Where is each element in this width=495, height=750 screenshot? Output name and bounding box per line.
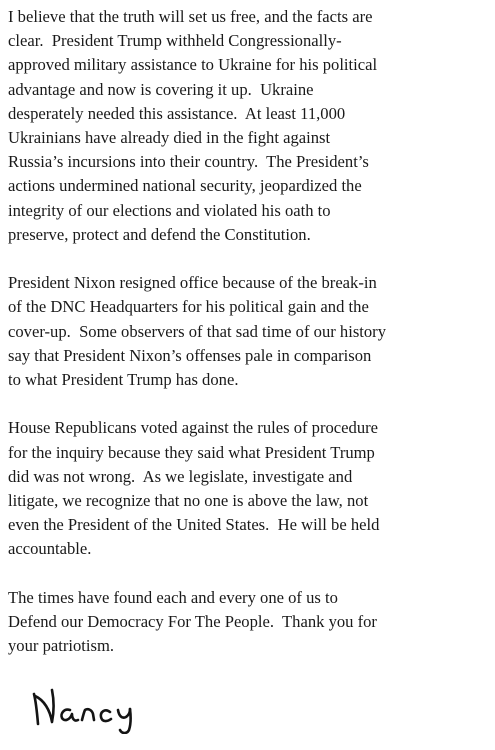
text-line: desperately needed this assistance. At least 11,000: [8, 103, 346, 123]
text-line: of the DNC Headquarters for his political gain and the: [8, 297, 369, 317]
paragraph-1: [8, 5, 495, 247]
text-line: actions undermined national security, jeopardized the: [8, 176, 362, 196]
paragraph-2: [8, 271, 495, 392]
text-line: I believe that the truth will set us free, and the facts are: [8, 7, 373, 26]
text-line: clear. President Trump withheld Congressionally-: [8, 31, 342, 51]
text-line: preserve, protect and defend the Constitution.: [8, 224, 311, 244]
text-line: approved military assistance to Ukraine for his political: [8, 55, 378, 75]
text-line: even the President of the United States. He will be held: [8, 515, 380, 535]
text-line: The times have found each and every one of us to: [8, 587, 338, 607]
text-line: accountable.: [8, 539, 92, 559]
text-line: litigate, we recognize that no one is above the law, not: [8, 491, 369, 511]
text-line: your patriotism.: [8, 636, 115, 656]
letter-body: [8, 5, 495, 683]
text-line: cover-up. Some observers of that sad time of our history: [8, 321, 387, 341]
text-line: did was not wrong. As we legislate, investigate and: [8, 466, 353, 486]
text-line: integrity of our elections and violated his oath to: [8, 200, 331, 220]
paragraph-3: [8, 416, 495, 561]
text-line: advantage and now is covering it up. Ukraine: [8, 79, 314, 99]
text-line: Ukrainians have already died in the fight against: [8, 128, 331, 148]
text-line: Russia’s incursions into their country. The President’s: [8, 152, 369, 172]
text-line: say that President Nixon’s offenses pale in comparison: [8, 345, 372, 365]
text-line: Defend our Democracy For The People. Thank you for: [8, 612, 377, 632]
text-line: to what President Trump has done.: [8, 370, 239, 390]
text-line: President Nixon resigned office because of the break-in: [8, 273, 377, 293]
text-line: for the inquiry because they said what President Trump: [8, 442, 375, 462]
paragraph-4: [8, 586, 495, 659]
handwritten-signature: [30, 682, 160, 734]
text-line: House Republicans voted against the rules of procedure: [8, 418, 379, 438]
